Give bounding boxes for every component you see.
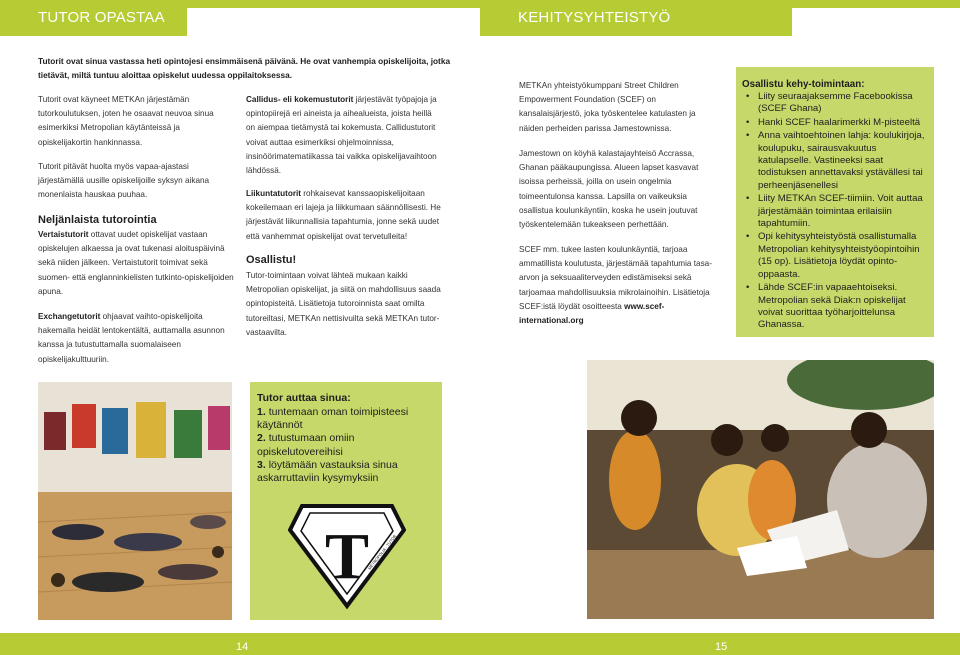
header-bar-right bbox=[480, 0, 792, 36]
list-item: • Anna vaihtoehtoinen lahja: koulukirjoja, koulupuku, sairausvakuutus katulapselle. Vastineeksi saat todistuksen annettavaksi ystävällesi tai perheenjäsenellesi bbox=[742, 130, 932, 192]
list-item: • Liity seuraajaksemme Facebookissa (SCEF Ghana) bbox=[742, 91, 932, 116]
list-item: 3. löytämään vastauksia sinua askarruttaviin kysymyksiin bbox=[257, 458, 398, 485]
list-item: 1. tuntemaan oman toimipisteesi käytännöt bbox=[257, 406, 409, 432]
list-item: • Hanki SCEF haalarimerkki M-pisteeltä bbox=[742, 117, 932, 129]
tutor-helps-box bbox=[250, 382, 442, 620]
col1-para4: Exchangetutorit ohjaavat vaihto-opiskelijoita hakemalla heidät lentokentältä, auttamalla asunnon kanssa ja tutustuttamalla suomalaiseen opiskelijakulttuuriin. bbox=[38, 312, 225, 364]
list-item: • Liity METKAn SCEF-tiimiin. Voit auttaa järjestämään toimintaa erilaisiin tapahtumiin. bbox=[742, 193, 932, 230]
col1-para3: Vertaistutorit ottavat uudet opiskelijat vastaan opiskelujen alkaessa ja ovat tukenasi aloituspäivinä sekä niiden jälkeen. Vertaistutorit toimivat sekä suomen- että englanninkielisten tutkinto-opiskelijoiden apuna. bbox=[38, 230, 234, 296]
col2-para1: Callidus- eli kokemustutorit järjestävät työpajoja ja opintopiirejä eri aineista ja aihealueista, joista heillä on aiempaa tietämystä tai kokemusta. Callidustutorit voivat auttaa esimerkiksi ohjelmoinnissa, insinöörimatematiikassa tai vaikka opiskelijavaihtoon lähdössä. bbox=[246, 95, 437, 176]
intro-text: Tutorit ovat sinua vastassa heti opintojesi ensimmäisenä päivänä. He ovat vanhempia opiskelijoita, jotka tietävät, miltä tuntuu aloittaa opiskelut uudessa oppilaitoksessa. bbox=[38, 56, 451, 80]
col2-para2: Liikuntatutorit rohkaisevat kanssaopiskelijoitaan kokeilemaan eri lajeja ja liikkumaan säännöllisesti. He järjestävät liikunnallisia tapahtumia, jonne sekä uudet että vanhemmat opiskelijat ovat tervetulleita! bbox=[246, 189, 441, 241]
term-callidus: Callidus- eli kokemustutorit bbox=[246, 95, 354, 104]
section-title-right: KEHITYSYHTEISTYÖ bbox=[518, 9, 671, 26]
photo-students-floor bbox=[38, 382, 232, 620]
join-box-title: Osallistu kehy-toimintaan: bbox=[742, 79, 865, 90]
col1-para1: Tutorit ovat käyneet METKAn järjestämän tutorkoulutuksen, joten he osaavat neuvoa sinua esimerkiksi Metropolian käytänteissä ja opiskelijakortin hankinnassa. bbox=[38, 95, 214, 147]
col3-para2: Jamestown on köyhä kalastajayhteisö Accrassa, Ghanan pääkaupungissa. Alueen lapset kasvavat isoissa perheissä, joilla on usein ongelmia toimeentulonsa kanssa. Lapsilla on vaikeuksia osallistua koulunkäyntiin, koska he usein joutuvat työskentelemään tukeakseen perhettään. bbox=[519, 149, 699, 230]
svg-text:T: T bbox=[324, 520, 370, 593]
list-item: 2. tutustumaan omiin opiskelutovereihisi bbox=[257, 432, 355, 458]
page-number-right: 15 bbox=[715, 641, 728, 653]
col1-para2: Tutorit pitävät huolta myös vapaa-ajastasi järjestämällä uusille opiskelijoille syksyn aikana monenlaista hauskaa puuhaa. bbox=[38, 162, 210, 200]
col3-para1: METKAn yhteistyökumppani Street Children Empowerment Foundation (SCEF) on kansalaisjärjestö, joka työskentelee katulasten ja näiden perheiden parissa Jamestownissa. bbox=[519, 81, 696, 133]
section-title-left: TUTOR OPASTAA bbox=[38, 9, 165, 26]
header-bar-left bbox=[0, 0, 187, 36]
join-development-box bbox=[736, 67, 934, 337]
photo-children-ghana-image bbox=[587, 360, 934, 619]
tutor-helps-title: Tutor auttaa sinua: bbox=[257, 392, 351, 404]
list-item: • Lähde SCEF:in vapaaehtoiseksi. Metropolian sekä Diak:n opiskelijat voivat suorittaa työharjoittelunsa Ghanassa. bbox=[742, 282, 932, 332]
list-item: • Opi kehitysyhteistyöstä osallistumalla Metropolian kehitysyhteistyöopintoihin (15 op). Lisätietoja löydät opinto-oppaasta. bbox=[742, 231, 932, 281]
header-strip-end bbox=[792, 0, 960, 8]
term-vertaistutorit: Vertaistutorit bbox=[38, 230, 89, 239]
tutor-helps-list bbox=[257, 406, 437, 485]
scef-link[interactable]: www.scef-international.org bbox=[519, 301, 665, 326]
join-box-list bbox=[742, 91, 932, 333]
photo-children-ghana bbox=[587, 360, 934, 619]
header-strip bbox=[187, 0, 480, 8]
col2-para3: Tutor-toimintaan voivat lähteä mukaan kaikki Metropolian opiskelijat, ja siitä on mahdollisuus saada opintopisteitä. Lisätietoja tutoroinnista saat omilta tutoreiltasi, METKAn nettisivuilta sekä METKAn tutor-vastaavilta. bbox=[246, 271, 441, 337]
photo-students-floor-image bbox=[38, 382, 232, 620]
tutor-logo-icon bbox=[288, 500, 406, 610]
page-number-left: 14 bbox=[236, 641, 249, 653]
svg-text:METROPOLIA · TUTOR: METROPOLIA · TUTOR bbox=[366, 533, 398, 571]
col1-heading: Neljänlaista tutorointia bbox=[38, 214, 157, 226]
term-exchangetutorit: Exchangetutorit bbox=[38, 312, 101, 321]
col2-heading: Osallistu! bbox=[246, 254, 297, 266]
col3-para3: SCEF mm. tukee lasten koulunkäyntiä, tarjoaa ammatillista koulutusta, järjestämää tapahtumia tasa-arvon ja seksuaaliterveyden edistämiseksi sekä tarjoamaa mahdollisuuksia mikrolainoihin. Lisätietoja SCEF:istä löydät osoitteesta www.scef-international.org bbox=[519, 245, 712, 326]
term-liikuntatutorit: Liikuntatutorit bbox=[246, 189, 302, 198]
footer-bar bbox=[0, 633, 960, 655]
